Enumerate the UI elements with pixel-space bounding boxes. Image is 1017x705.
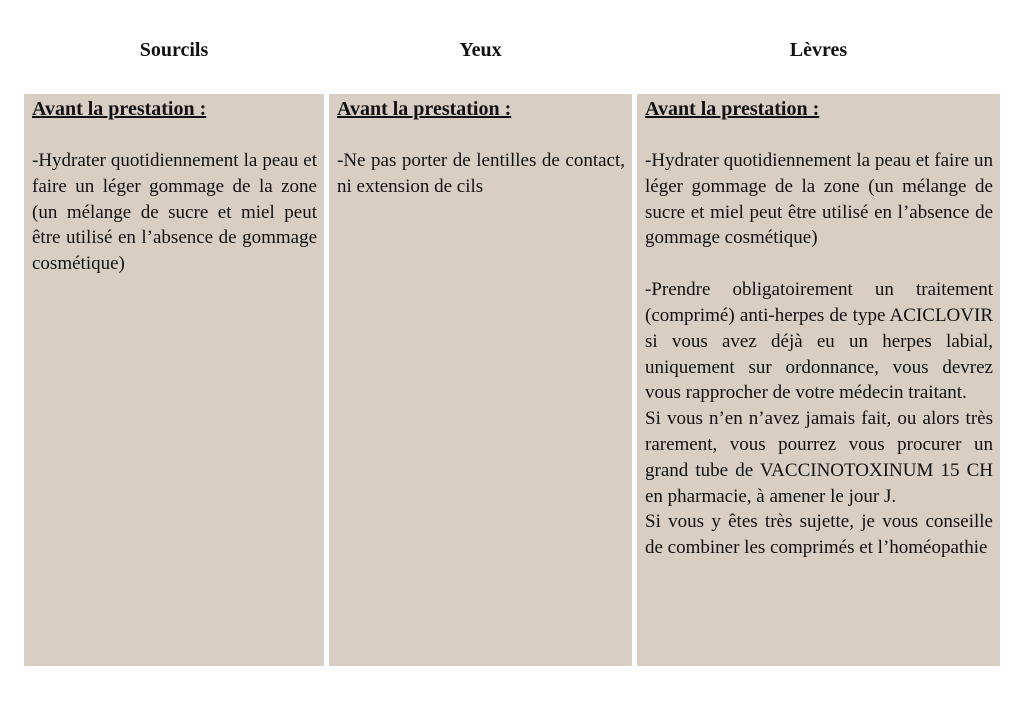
paragraph-levres-hydrater: -Hydrater quotidiennement la peau et faire un léger gommage de la zone (un mélange de sucre et miel peut être utilisé en l’absence de gommage cosmétique) [645,150,993,249]
header-sourcils: Sourcils [139,39,209,61]
subheading-sourcils: Avant la prestation : [32,98,207,120]
paragraph-yeux: -Ne pas porter de lentilles de contact, ni extension de cils [337,150,625,197]
panel-levres [637,94,1000,666]
header-levres: Lèvres [789,39,848,61]
panel-yeux [329,94,632,666]
subheading-yeux: Avant la prestation : [337,98,512,120]
subheading-levres: Avant la prestation : [645,98,820,120]
paragraph-sourcils: -Hydrater quotidiennement la peau et faire un léger gommage de la zone (un mélange de sucre et miel peut être utilisé en l’absence de gommage cosmétique) [32,150,317,275]
header-yeux: Yeux [459,39,502,61]
paragraph-levres-traitement: -Prendre obligatoirement un traitement (comprimé) anti-herpes de type ACICLOVIR si vous avez déjà eu un herpes labial, uniquement sur ordonnance, vous devrez vous rapprocher de votre médecin traitant. [645,279,993,404]
paragraph-levres-conseil: Si vous y êtes très sujette, je vous conseille de combiner les comprimés et l’homéopathie [645,511,993,559]
panel-sourcils [24,94,324,666]
paragraph-levres-homeopathie: Si vous n’en n’avez jamais fait, ou alors très rarement, vous pourrez vous procurer un grand tube de VACCINOTOXINUM 15 CH en pharmacie, à amener le jour J. [645,408,993,507]
